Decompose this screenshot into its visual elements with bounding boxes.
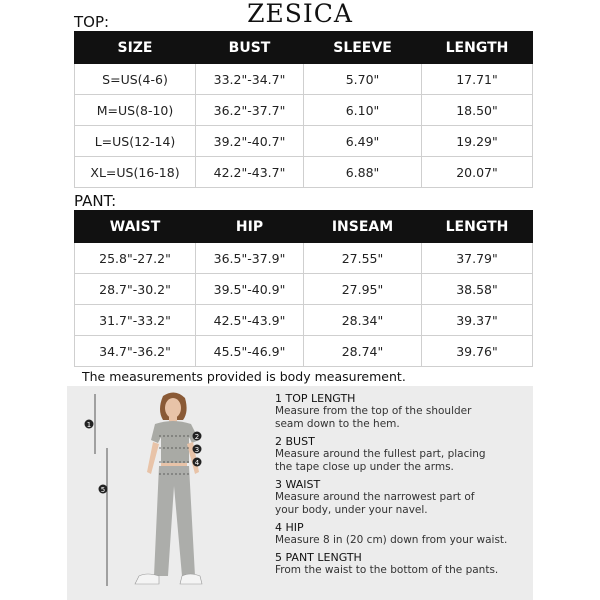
table-row xyxy=(75,336,533,367)
step-top-length xyxy=(275,392,525,431)
table-cell: 31.7"-33.2" xyxy=(75,305,196,336)
step-bust xyxy=(275,435,525,474)
table-cell: 39.2"-40.7" xyxy=(196,126,304,157)
table-cell: 38.58" xyxy=(422,274,533,305)
step-desc: Measure from the top of the shoulder xyxy=(275,405,472,417)
column-header: SIZE xyxy=(75,32,196,64)
top-size-table xyxy=(74,31,533,188)
step-pant-length xyxy=(275,551,525,577)
pants-garment xyxy=(154,466,195,576)
step-desc: your body, under your navel. xyxy=(275,504,428,516)
measurement-guide-panel xyxy=(67,386,533,600)
table-row xyxy=(75,243,533,274)
table-cell: L=US(12-14) xyxy=(75,126,196,157)
table-cell: 5.70" xyxy=(304,64,422,95)
step-hip xyxy=(275,521,525,547)
table-cell: 6.88" xyxy=(304,157,422,188)
step-desc: seam down to the hem. xyxy=(275,418,400,430)
table-cell: 19.29" xyxy=(422,126,533,157)
table-row xyxy=(75,64,533,95)
table-cell: 28.7"-30.2" xyxy=(75,274,196,305)
marker-5 xyxy=(99,485,108,495)
table-cell: 39.37" xyxy=(422,305,533,336)
svg-text:5: 5 xyxy=(100,486,106,494)
table-cell: 27.95" xyxy=(304,274,422,305)
step-desc: Measure around the narrowest part of xyxy=(275,491,475,503)
marker-3 xyxy=(193,445,202,455)
pant-size-table xyxy=(74,210,533,367)
svg-text:1: 1 xyxy=(86,421,92,429)
marker-2 xyxy=(193,432,202,442)
table-cell: M=US(8-10) xyxy=(75,95,196,126)
step-title: 4 HIP xyxy=(275,521,304,534)
svg-text:2: 2 xyxy=(194,433,200,441)
table-cell: 39.76" xyxy=(422,336,533,367)
top-section-label: TOP: xyxy=(74,13,110,31)
table-cell: 25.8"-27.2" xyxy=(75,243,196,274)
step-title: 3 WAIST xyxy=(275,478,321,491)
table-cell: 39.5"-40.9" xyxy=(196,274,304,305)
table-cell: 18.50" xyxy=(422,95,533,126)
marker-1 xyxy=(85,420,94,430)
table-cell: 28.74" xyxy=(304,336,422,367)
table-cell: 6.10" xyxy=(304,95,422,126)
table-cell: 37.79" xyxy=(422,243,533,274)
table-cell: 36.5"-37.9" xyxy=(196,243,304,274)
table-cell: 36.2"-37.7" xyxy=(196,95,304,126)
step-title: 5 PANT LENGTH xyxy=(275,551,362,564)
column-header: BUST xyxy=(196,32,304,64)
face-shape xyxy=(165,398,181,418)
step-desc: the tape close up under the arms. xyxy=(275,461,454,473)
step-desc: Measure around the fullest part, placing xyxy=(275,448,486,460)
brand-logo: ZESICA xyxy=(247,0,353,28)
column-header: SLEEVE xyxy=(304,32,422,64)
table-row xyxy=(75,157,533,188)
pant-section-label: PANT: xyxy=(74,192,117,210)
table-cell: 33.2"-34.7" xyxy=(196,64,304,95)
table-cell: 17.71" xyxy=(422,64,533,95)
table-row xyxy=(75,95,533,126)
table-cell: 42.2"-43.7" xyxy=(196,157,304,188)
table-cell: S=US(4-6) xyxy=(75,64,196,95)
table-cell: 42.5"-43.9" xyxy=(196,305,304,336)
table-cell: 28.34" xyxy=(304,305,422,336)
measurement-note: The measurements provided is body measurement. xyxy=(82,369,406,384)
marker-4 xyxy=(193,458,202,468)
svg-text:4: 4 xyxy=(194,459,200,467)
table-row xyxy=(75,126,533,157)
table-cell: 6.49" xyxy=(304,126,422,157)
table-cell: 45.5"-46.9" xyxy=(196,336,304,367)
table-row xyxy=(75,274,533,305)
column-header: LENGTH xyxy=(422,32,533,64)
step-title: 1 TOP LENGTH xyxy=(275,392,356,405)
column-header: INSEAM xyxy=(304,211,422,243)
step-desc: Measure 8 in (20 cm) down from your waist. xyxy=(275,534,508,546)
column-header: WAIST xyxy=(75,211,196,243)
column-header: HIP xyxy=(196,211,304,243)
table-cell: XL=US(16-18) xyxy=(75,157,196,188)
table-cell: 27.55" xyxy=(304,243,422,274)
column-header: LENGTH xyxy=(422,211,533,243)
step-title: 2 BUST xyxy=(275,435,315,448)
measurement-steps xyxy=(275,392,525,581)
step-desc: From the waist to the bottom of the pants. xyxy=(275,564,499,576)
step-waist xyxy=(275,478,525,517)
table-cell: 34.7"-36.2" xyxy=(75,336,196,367)
table-header-row xyxy=(75,32,533,64)
table-header-row xyxy=(75,211,533,243)
table-row xyxy=(75,305,533,336)
model-illustration xyxy=(67,386,277,600)
table-cell: 20.07" xyxy=(422,157,533,188)
svg-text:3: 3 xyxy=(194,446,200,454)
